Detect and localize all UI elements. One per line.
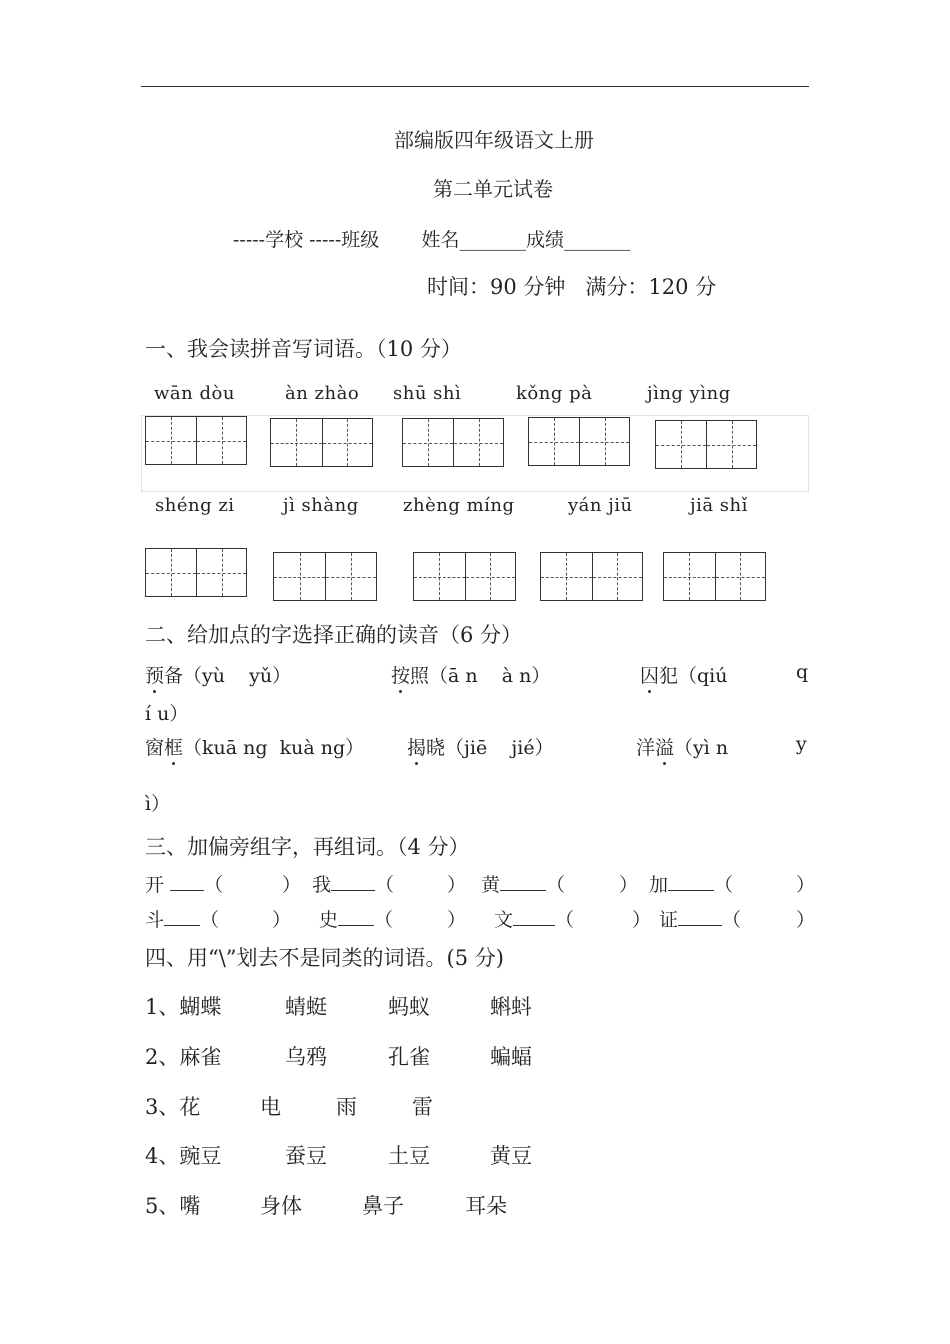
pinyin-label: yán jiū	[568, 495, 633, 516]
answer-blank[interactable]	[668, 872, 714, 891]
tianzige-box[interactable]	[145, 416, 247, 465]
pronunciation-item: 预备（yù yǔ）	[145, 665, 292, 687]
word-item[interactable]: 黄豆	[490, 1144, 532, 1168]
student-info-line: -----学校 -----班级 姓名_______成绩_______	[233, 229, 631, 251]
answer-blank[interactable]	[338, 907, 374, 926]
tianzige-box[interactable]	[413, 552, 516, 601]
paren-close: ）	[282, 874, 302, 896]
paren-close: ）	[632, 909, 652, 931]
doc-title: 部编版四年级语文上册	[394, 128, 594, 152]
radical-item: 文 （	[494, 909, 575, 931]
radical-item: 开 （	[145, 874, 224, 896]
word-item[interactable]: 蝙蝠	[490, 1045, 532, 1069]
pronunciation-item: 洋溢（yì n	[636, 737, 729, 759]
word-item[interactable]: 鼻子	[362, 1194, 404, 1218]
pinyin-label: jiā shǐ	[690, 495, 748, 516]
tianzige-box[interactable]	[540, 552, 643, 601]
word-item[interactable]: 蜻蜓	[285, 995, 327, 1019]
pronunciation-item-tail: y	[796, 733, 807, 755]
tianzige-box[interactable]	[273, 552, 377, 601]
word-item[interactable]: 雷	[412, 1095, 433, 1119]
word-item[interactable]: 雨	[336, 1095, 357, 1119]
tianzige-box[interactable]	[270, 418, 373, 467]
top-rule	[141, 86, 809, 87]
pronunciation-item: 囚犯（qiú	[640, 665, 728, 687]
word-item[interactable]: 耳朵	[465, 1194, 507, 1218]
word-item[interactable]: 3、花	[145, 1095, 201, 1119]
paren-close: ）	[447, 909, 467, 931]
word-item[interactable]: 身体	[260, 1194, 302, 1218]
answer-blank[interactable]	[500, 872, 546, 891]
word-item[interactable]: 蚂蚁	[388, 995, 430, 1019]
word-item[interactable]: 乌鸦	[285, 1045, 327, 1069]
pinyin-label: jì shàng	[283, 495, 359, 516]
paren-close: ）	[272, 909, 292, 931]
paren-close: ）	[796, 874, 816, 896]
tianzige-box[interactable]	[528, 417, 630, 466]
tianzige-box[interactable]	[145, 548, 247, 597]
radical-item: 斗 （	[145, 909, 220, 931]
radical-item: 加 （	[649, 874, 734, 896]
paren-close: ）	[447, 874, 467, 896]
word-item[interactable]: 1、蝴蝶	[145, 995, 222, 1019]
word-item[interactable]: 5、嘴	[145, 1194, 201, 1218]
word-item[interactable]: 蝌蚪	[490, 995, 532, 1019]
radical-item: 史 （	[319, 909, 394, 931]
radical-item: 证 （	[659, 909, 742, 931]
pinyin-label: jìng yìng	[647, 383, 731, 404]
doc-subtitle: 第二单元试卷	[433, 177, 553, 201]
word-item[interactable]: 蚕豆	[285, 1144, 327, 1168]
tianzige-box[interactable]	[655, 420, 757, 469]
answer-blank[interactable]	[170, 872, 204, 891]
answer-blank[interactable]	[513, 907, 555, 926]
pinyin-label: zhèng míng	[403, 495, 515, 516]
radical-item: 黄 （	[481, 874, 566, 896]
pinyin-label: àn zhào	[285, 383, 360, 404]
pronunciation-item-wrap: í u）	[145, 703, 189, 725]
answer-blank[interactable]	[331, 872, 375, 891]
word-item[interactable]: 孔雀	[388, 1045, 430, 1069]
pronunciation-item-wrap: ì）	[145, 793, 171, 815]
tianzige-box[interactable]	[402, 418, 504, 467]
answer-blank[interactable]	[164, 907, 200, 926]
paren-close: ）	[796, 909, 816, 931]
pronunciation-item: 按照（ā n à n）	[391, 665, 551, 687]
answer-blank[interactable]	[678, 907, 722, 926]
pronunciation-item: 窗框（kuā ng kuà ng）	[145, 737, 365, 759]
word-item[interactable]: 4、豌豆	[145, 1144, 222, 1168]
pronunciation-item-tail: q	[796, 661, 809, 683]
pinyin-label: shéng zi	[155, 495, 235, 516]
paren-close: ）	[619, 874, 639, 896]
pinyin-label: kǒng pà	[516, 383, 593, 404]
section1-heading: 一、我会读拼音写词语。（10 分）	[145, 337, 462, 361]
word-item[interactable]: 电	[260, 1095, 281, 1119]
time-score-line: 时间：90 分钟 满分：120 分	[427, 275, 717, 299]
pronunciation-item: 揭晓（jiē jié）	[407, 737, 554, 759]
word-item[interactable]: 2、麻雀	[145, 1045, 222, 1069]
tianzige-box[interactable]	[663, 552, 766, 601]
section3-heading: 三、加偏旁组字，再组词。（4 分）	[145, 835, 470, 859]
section4-heading: 四、用“\”划去不是同类的词语。(5 分)	[145, 946, 504, 970]
radical-item: 我 （	[312, 874, 395, 896]
pinyin-label: shū shì	[393, 383, 462, 404]
pinyin-label: wān dòu	[154, 383, 235, 404]
section2-heading: 二、给加点的字选择正确的读音（6 分）	[145, 623, 523, 647]
word-item[interactable]: 土豆	[388, 1144, 430, 1168]
